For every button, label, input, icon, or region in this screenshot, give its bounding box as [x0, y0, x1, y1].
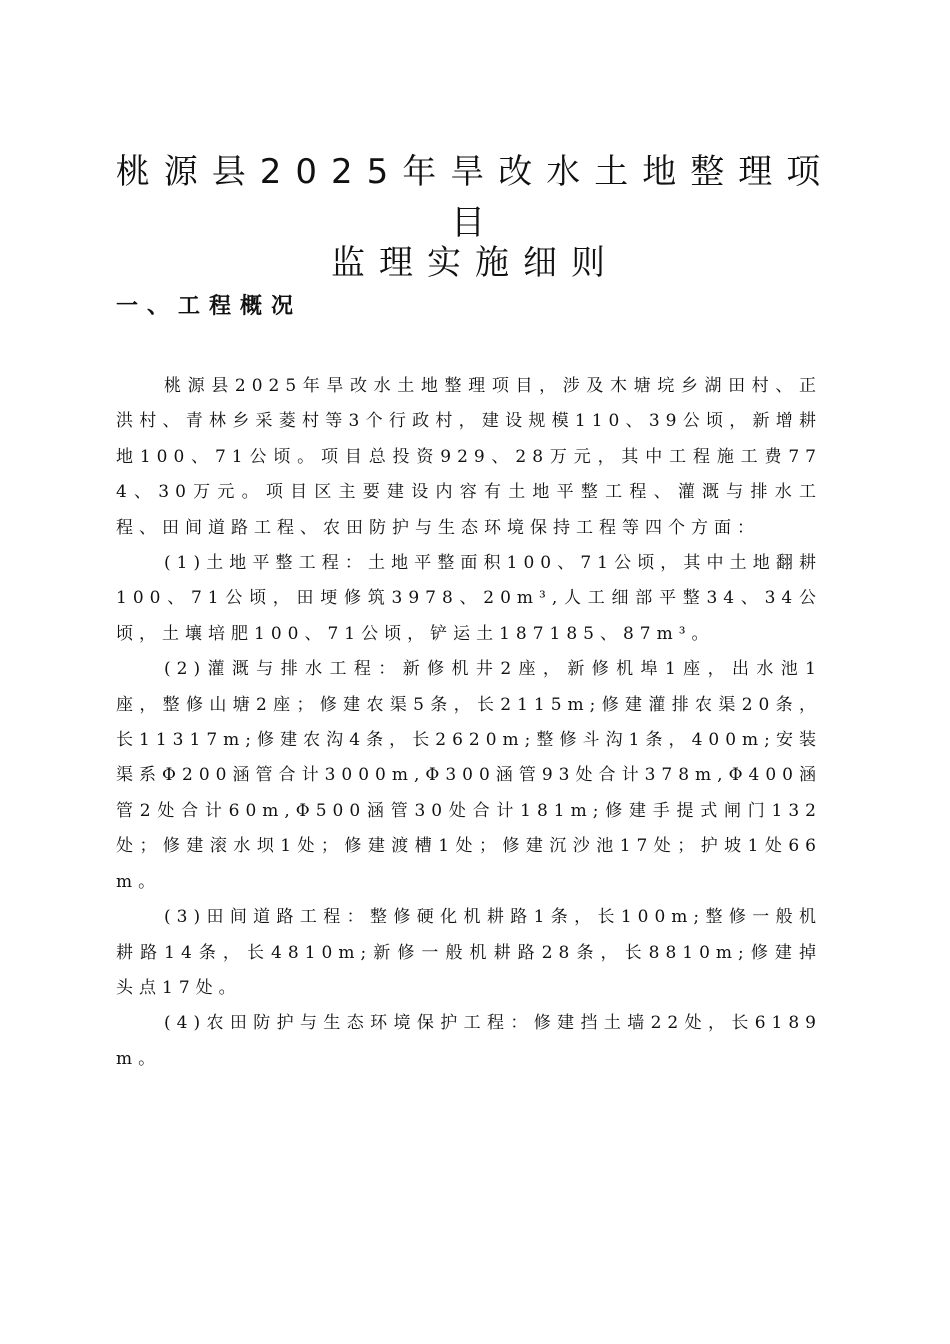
document-title-line-2: 目 [451, 203, 499, 243]
paragraph-roads: (3)田间道路工程：整修硬化机耕路1条，长100m;整修一般机耕路14条，长4810m;新修一般机耕路28条，长8810m;修建掉头点17处。 [116, 907, 822, 998]
document-title-line-1: 桃源县2025年旱改水土地整理项 [115, 152, 835, 192]
paragraph-overview: 桃源县2025年旱改水土地整理项目，涉及木塘垸乡湖田村、正洪村、青林乡采菱村等3个行政村，建设规模110、39公顷，新增耕地100、71公顷。项目总投资929、28万元，其中工程施工费774、30万元。项目区主要建设内容有土地平整工程、灌溉与排水工程、田间道路工程、农田防护与生态环境保持工程等四个方面： [116, 376, 822, 538]
paragraph-irrigation: (2)灌溉与排水工程：新修机井2座，新修机埠1座，出水池1座，整修山塘2座；修建农渠5条，长2115m;修建灌排农渠20条，长11317m;修建农沟4条，长2620m;整修斗沟1条，400m;安装渠系Φ200涵管合计3000m,Φ300涵管93处合计378m,Φ400涵管2处合计60m,Φ500涵管30处合计181m;修建手提式闸门132处；修建滚水坝1处；修建渡槽1处；修建沉沙池17处；护坡1处66m。 [116, 659, 822, 892]
document-body [116, 369, 822, 1077]
document-title-line-3: 监理实施细则 [331, 243, 619, 283]
section-heading: 一、工程概况 [116, 294, 303, 319]
paragraph-protection: (4)农田防护与生态环境保护工程：修建挡土墙22处，长6189m。 [116, 1013, 822, 1069]
paragraph-land-leveling: (1)土地平整工程：土地平整面积100、71公顷，其中土地翻耕100、71公顷，田埂修筑3978、20m³,人工细部平整34、34公顷，土壤培肥100、71公顷，铲运土187185、87m³。 [116, 553, 822, 644]
